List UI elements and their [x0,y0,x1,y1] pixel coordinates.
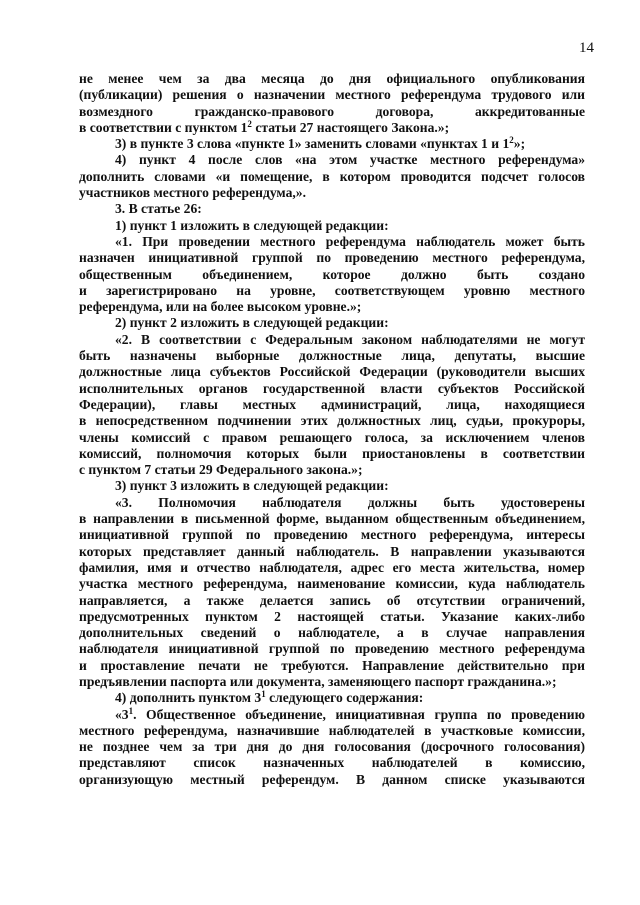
text-line-continuation: »; [513,136,526,152]
text-line [79,609,585,625]
text-line-main: дополнительных сведений о наблюдателе, а в случае направления [79,625,585,641]
text-line [79,250,585,266]
text-line [79,136,585,152]
text-line [79,71,585,87]
text-line-main: 4) дополнить пунктом 3 [115,690,262,706]
text-line-main: в соответствии с пунктом 1 [79,119,248,135]
text-line-main: 4) пункт 4 после слов «на этом участке местного референдума» [115,152,585,168]
text-line [79,723,585,739]
text-line [79,755,585,771]
text-line [79,283,585,299]
text-line-main: которых представляет данный наблюдатель. В направлении указываются [79,543,585,559]
text-line [79,641,585,657]
text-line-main: исполнительных органов государственной власти субъектов Российской [79,380,585,396]
text-line [79,658,585,674]
text-line [79,544,585,560]
text-line-main: в направлении в письменной форме, выданном общественным объединением, [79,511,585,527]
text-line-main: возмездного гражданско-правового договора, аккредитованные [79,103,585,119]
superscript: 2 [247,119,252,129]
text-line-main: направляется, а также делается запись об отсутствии ограничений, [79,592,585,608]
text-line [79,315,585,331]
text-line [79,218,585,234]
text-line-continuation: . Общественное объединение, инициативная группа по проведению [133,706,585,722]
page-number: 14 [579,40,594,56]
text-line [79,332,585,348]
text-line-main: в непосредственном подчинении этих должностных лиц, судьи, прокуроры, [79,413,585,429]
text-line [79,576,585,592]
text-line-main: участка местного референдума, наименование комиссии, куда наблюдатель [79,576,585,592]
text-line-main: участников местного референдума,». [79,185,306,201]
text-line [79,120,585,136]
text-line [79,299,585,315]
text-line [79,527,585,543]
text-line-main: быть назначены выборные должностные лица, депутаты, высшие [79,348,585,364]
text-line-main: (публикации) решения о назначении местного референдума трудового или [79,87,585,103]
text-line-main: представляют список назначенных наблюдателей в комиссию, [79,755,585,771]
text-line [79,413,585,429]
text-line-main: общественным объединением, которое должно быть создано [79,266,585,282]
text-line-main: 2) пункт 2 изложить в следующей редакции: [115,315,389,331]
text-line-main: назначен инициативной группой по проведению местного референдума, [79,250,585,266]
document-body [79,71,585,788]
text-line [79,772,585,788]
text-line-main: 3) в пункте 3 слова «пункте 1» заменить словами «пунктах 1 и 1 [115,136,510,152]
text-line [79,593,585,609]
text-line-main: не позднее чем за три дня до дня голосования (досрочного голосования) [79,739,585,755]
text-line [79,511,585,527]
text-line [79,201,585,217]
text-line [79,381,585,397]
text-line [79,690,585,706]
text-line [79,364,585,380]
text-line-main: должностные лица субъектов Российской Федерации (руководители высших [79,364,585,380]
text-line [79,625,585,641]
text-line-main: члены комиссий с правом решающего голоса, за исключением членов [79,429,585,445]
text-line-main: «3 [115,706,129,722]
text-line-main: «3. Полномочия наблюдателя должны быть удостоверены [115,494,585,510]
text-line [79,348,585,364]
text-line-main: фамилия, имя и отчество наблюдателя, адрес его места жительства, номер [79,559,585,575]
text-line-main: местного референдума, назначившие наблюдателей в участковые комиссии, [79,722,585,738]
text-line-main: предъявлении паспорта или документа, заменяющего паспорт гражданина.»; [79,673,557,689]
text-line-continuation: статьи 27 настоящего Закона.»; [251,119,450,135]
text-line-main: 1) пункт 1 изложить в следующей редакции: [115,217,389,233]
text-line [79,104,585,120]
text-line-main: с пунктом 7 статьи 29 Федерального закона.»; [79,462,363,478]
text-line [79,87,585,103]
text-line-main: инициативной группой по проведению местного референдума, интересы [79,527,585,543]
text-line [79,234,585,250]
text-line [79,185,585,201]
text-line [79,397,585,413]
text-line-main: «1. При проведении местного референдума наблюдатель может быть [115,233,585,249]
text-line-main: референдума, или на более высоком уровне.»; [79,299,362,315]
superscript: 1 [261,690,266,700]
text-line-main: наблюдателя инициативной группой по проведению местного референдума [79,641,585,657]
text-line-main: не менее чем за два месяца до дня официального опубликования [79,71,585,86]
text-line-main: Федерации), главы местных администраций, лица, находящиеся [79,396,585,412]
text-line-main: 3. В статье 26: [115,201,202,217]
text-line-main: и проставление печати не требуются. Направление действительно при [79,657,585,673]
text-line [79,478,585,494]
text-line-main: комиссий, полномочия которых были приостановлены в соответствии [79,445,585,461]
text-line-main: 3) пункт 3 изложить в следующей редакции: [115,478,389,494]
superscript: 1 [128,706,134,716]
text-line [79,169,585,185]
text-line-main: и зарегистрировано на уровне, соответствующем уровню местного [79,282,585,298]
text-line [79,267,585,283]
text-line [79,739,585,755]
text-line-main: организующую местный референдум. В данном списке указываются [79,771,585,787]
text-line-main: «2. В соответствии с Федеральным законом наблюдателями не могут [115,331,585,347]
text-line-main: предусмотренных пунктом 2 настоящей статьи. Указание каких-либо [79,608,585,624]
superscript: 2 [509,136,514,146]
text-line [79,462,585,478]
text-line-continuation: следующего содержания: [265,690,424,706]
text-line [79,674,585,690]
text-line [79,495,585,511]
text-line-main: дополнить словами «и помещение, в котором проводится подсчет голосов [79,168,585,184]
text-line [79,152,585,168]
text-line [79,560,585,576]
text-line [79,707,585,723]
text-line [79,430,585,446]
text-line [79,446,585,462]
